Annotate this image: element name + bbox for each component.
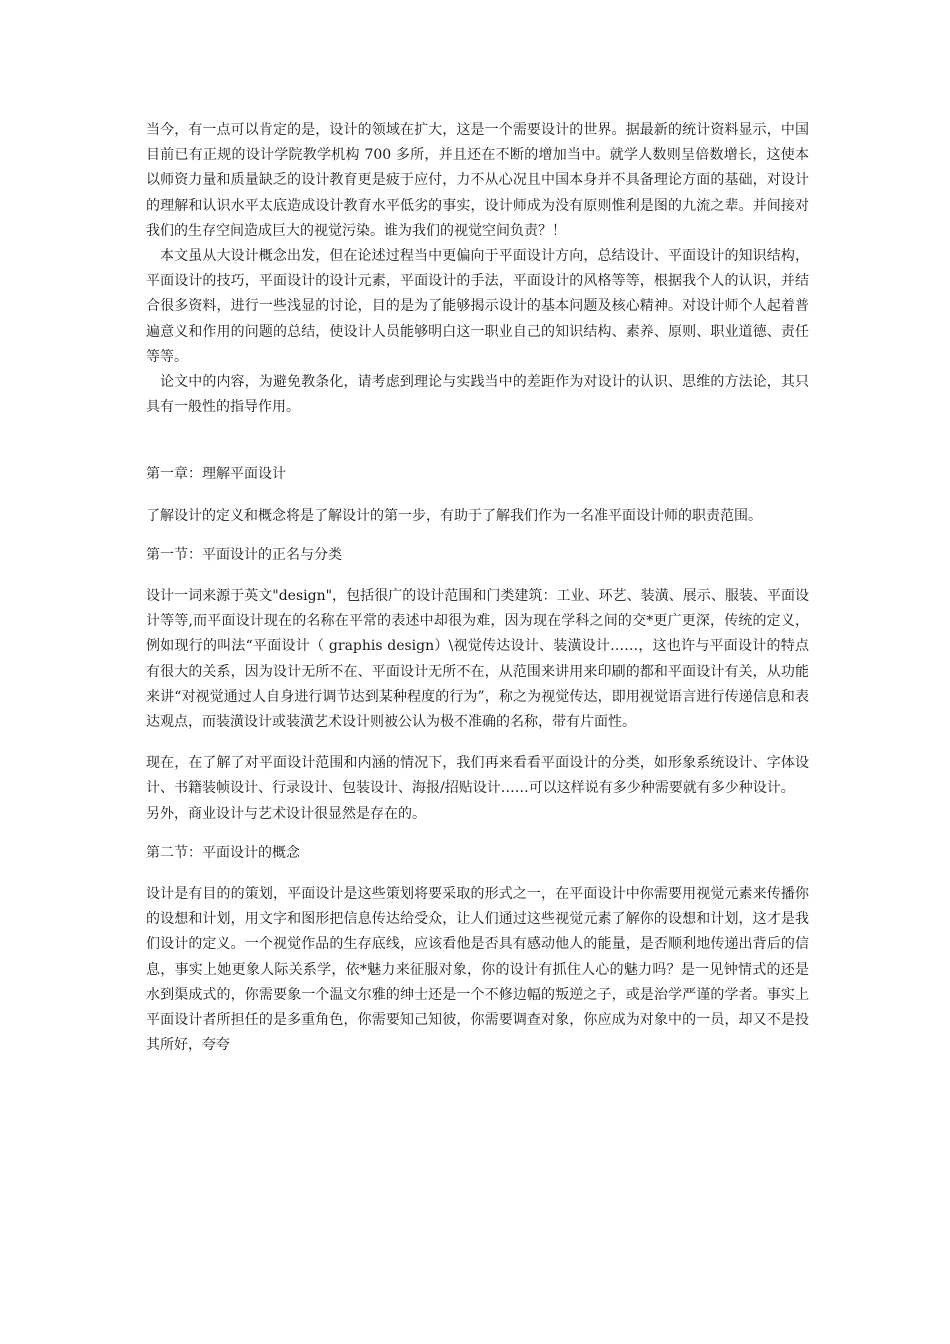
spacer (146, 529, 809, 543)
document-body (146, 118, 809, 1059)
spacer (146, 735, 809, 751)
spacer (146, 866, 809, 882)
section-1-title: 第一节：平面设计的正名与分类 (146, 546, 342, 563)
section-1-paragraph-2: 现在，在了解了对平面设计范围和内涵的情况下，我们再来看看平面设计的分类，如形象系统设计、字体设计、书籍装帧设计、行录设计、包装设计、海报/招贴设计……可以这样说有多少种需要就有多少种设计。 (146, 755, 809, 797)
spacer (146, 420, 809, 462)
spacer (146, 488, 809, 504)
spacer (146, 827, 809, 841)
section-1-paragraph-1: 设计一词来源于英文"design"，包括很广的设计范围和门类建筑：工业、环艺、装潢、展示、服装、平面设计等等,而平面设计现在的名称在平常的表述中却很为难，因为现在学科之间的交*更广更深，传统的定义，例如现行的叫法“平面设计（ graphis design）\视觉传达设计、装潢设计……，这也许与平面设计的特点有很大的关系，因为设计无所不在、平面设计无所不在，从范围来讲用来印刷的都和平面设计有关，从功能来讲“对视觉通过人自身进行调节达到某种程度的行为”，称之为视觉传达，即用视觉语言进行传递信息和表达观点，而装潢设计或装潢艺术设计则被公认为极不准确的名称，带有片面性。 (146, 588, 809, 731)
chapter-1-title: 第一章：理解平面设计 (146, 466, 286, 483)
intro-paragraph-3: 论文中的内容，为避免教条化，请考虑到理论与实践当中的差距作为对设计的认识、思维的方法论，其只具有一般性的指导作用。 (146, 374, 809, 416)
section-2-title: 第二节：平面设计的概念 (146, 844, 300, 861)
section-1-paragraph-3: 另外，商业设计与艺术设计很显然是存在的。 (146, 805, 426, 822)
section-2-paragraph-1: 设计是有目的的策划，平面设计是这些策划将要采取的形式之一，在平面设计中你需要用视觉元素来传播你的设想和计划，用文字和图形把信息传达给受众，让人们通过这些视觉元素了解你的设想和计划，这才是我们设计的定义。一个视觉作品的生存底线，应该看他是否具有感动他人的能量，是否顺利地传递出背后的信息，事实上她更象人际关系学，依*魅力来征服对象，你的设计有抓住人心的魅力吗？是一见钟情式的还是水到渠成式的，你需要象一个温文尔雅的绅士还是一个不修边幅的叛逆之子，或是治学严谨的学者。事实上平面设计者所担任的是多重角色，你需要知己知彼，你需要调查对象，你应成为对象中的一员，却又不是投其所好，夸夸 (146, 886, 809, 1054)
chapter-1-intro: 了解设计的定义和概念将是了解设计的第一步，有助于了解我们作为一名准平面设计师的职责范围。 (146, 507, 762, 524)
intro-paragraph-1: 当今，有一点可以肯定的是，设计的领域在扩大，这是一个需要设计的世界。据最新的统计资料显示，中国目前已有正规的设计学院教学机构 700 多所，并且还在不断的增加当中。就学人数则呈倍数增长，这使本以师资力量和质量缺乏的设计教育更是疲于应付，力不从心况且中国本身并不具备理论方面的基础，对设计的理解和认识水平太底造成设计教育水平低劣的事实，设计师成为没有原则惟利是图的九流之辈。并间接对我们的生存空间造成巨大的视觉污染。谁为我们的视觉空间负责？！ (146, 122, 809, 239)
spacer (146, 568, 809, 584)
intro-paragraph-2: 本文虽从大设计概念出发，但在论述过程当中更偏向于平面设计方向，总结设计、平面设计的知识结构，平面设计的技巧，平面设计的设计元素，平面设计的手法，平面设计的风格等等，根据我个人的认识，并结合很多资料，进行一些浅显的讨论，目的是为了能够揭示设计的基本问题及核心精神。对设计师个人起着普遍意义和作用的问题的总结，使设计人员能够明白这一职业自己的知识结构、素养、原则、职业道德、责任等等。 (146, 248, 809, 365)
